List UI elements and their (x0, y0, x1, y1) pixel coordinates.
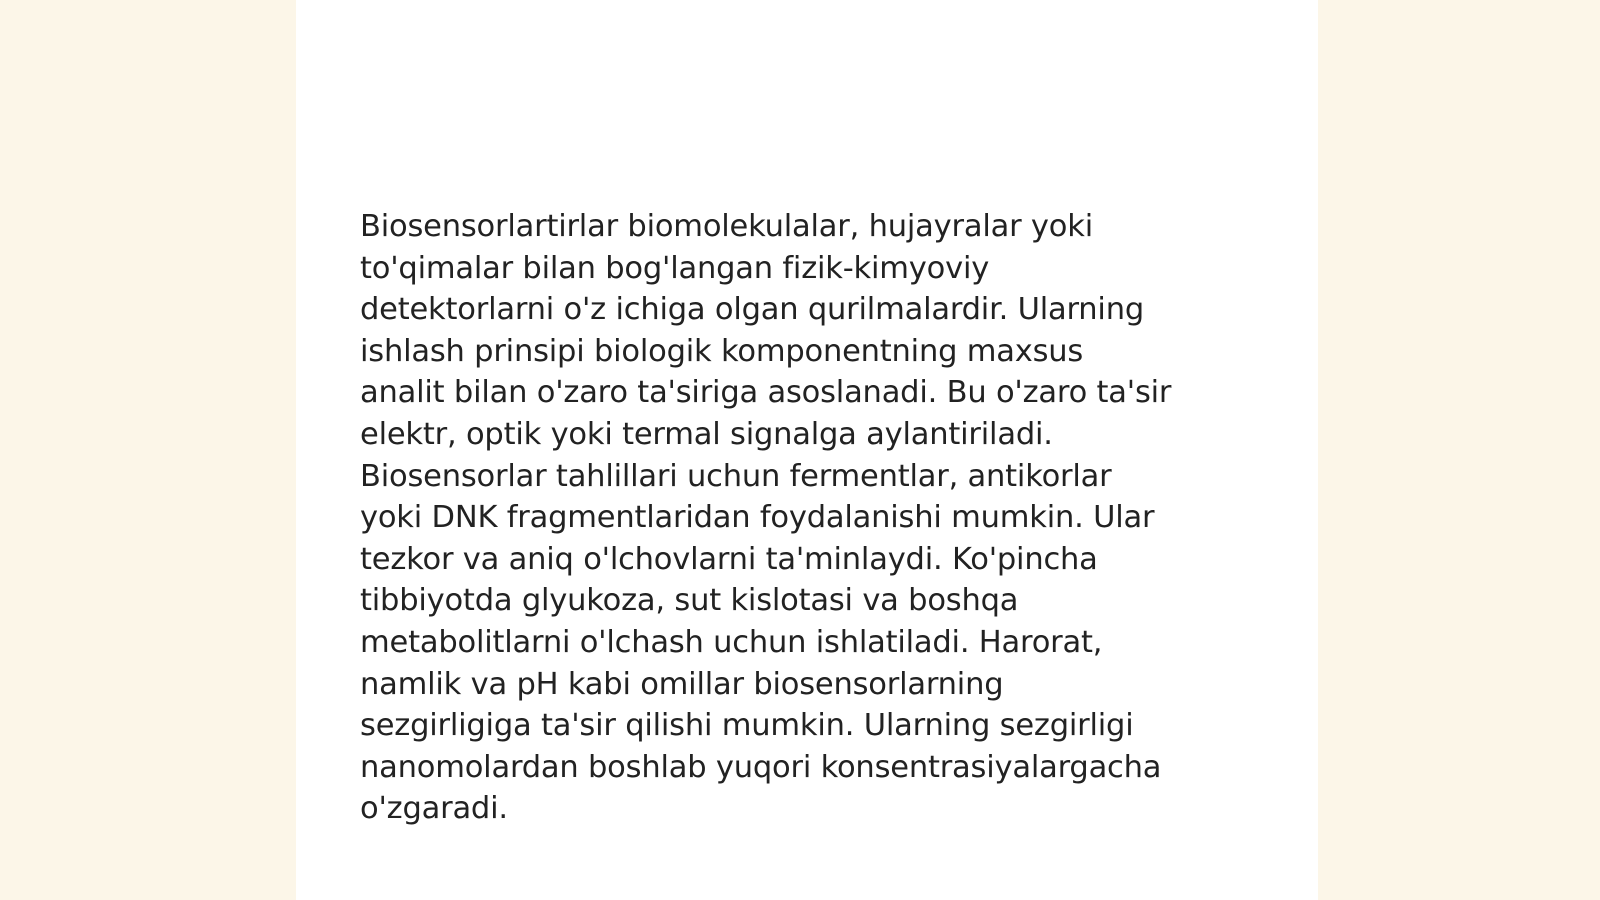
paragraph-line: to'qimalar bilan bog'langan fizik-kimyoviy (360, 250, 990, 286)
paragraph-line: tezkor va aniq o'lchovlarni ta'minlaydi. Ko'pincha (360, 541, 1098, 577)
paragraph-line: yoki DNK fragmentlaridan foydalanishi mumkin. Ular (360, 500, 1155, 536)
body-paragraph (360, 206, 1260, 830)
paragraph-line: detektorlarni o'z ichiga olgan qurilmalardir. Ularning (360, 292, 1144, 328)
paragraph-line: analit bilan o'zaro ta'siriga asoslanadi. Bu o'zaro ta'sir (360, 375, 1172, 411)
paragraph-line: Biosensorlartirlar biomolekulalar, hujayralar yoki (360, 209, 1093, 244)
paragraph-line: sezgirligiga ta'sir qilishi mumkin. Ularning sezgirligi (360, 708, 1134, 744)
paragraph-line: o'zgaradi. (360, 791, 508, 827)
paragraph-line: Biosensorlar tahlillari uchun fermentlar, antikorlar (360, 458, 1112, 494)
paragraph-line: metabolitlarni o'lchash uchun ishlatiladi. Harorat, (360, 624, 1103, 660)
paragraph-line: nanomolardan boshlab yuqori konsentrasiyalargacha (360, 749, 1162, 785)
paragraph-line: tibbiyotda glyukoza, sut kislotasi va boshqa (360, 583, 1019, 619)
paragraph-line: namlik va pH kabi omillar biosensorlarning (360, 666, 1004, 702)
document-page (296, 0, 1318, 900)
paragraph-line: elektr, optik yoki termal signalga aylantiriladi. (360, 416, 1053, 452)
paragraph-line: ishlash prinsipi biologik komponentning maxsus (360, 333, 1084, 369)
